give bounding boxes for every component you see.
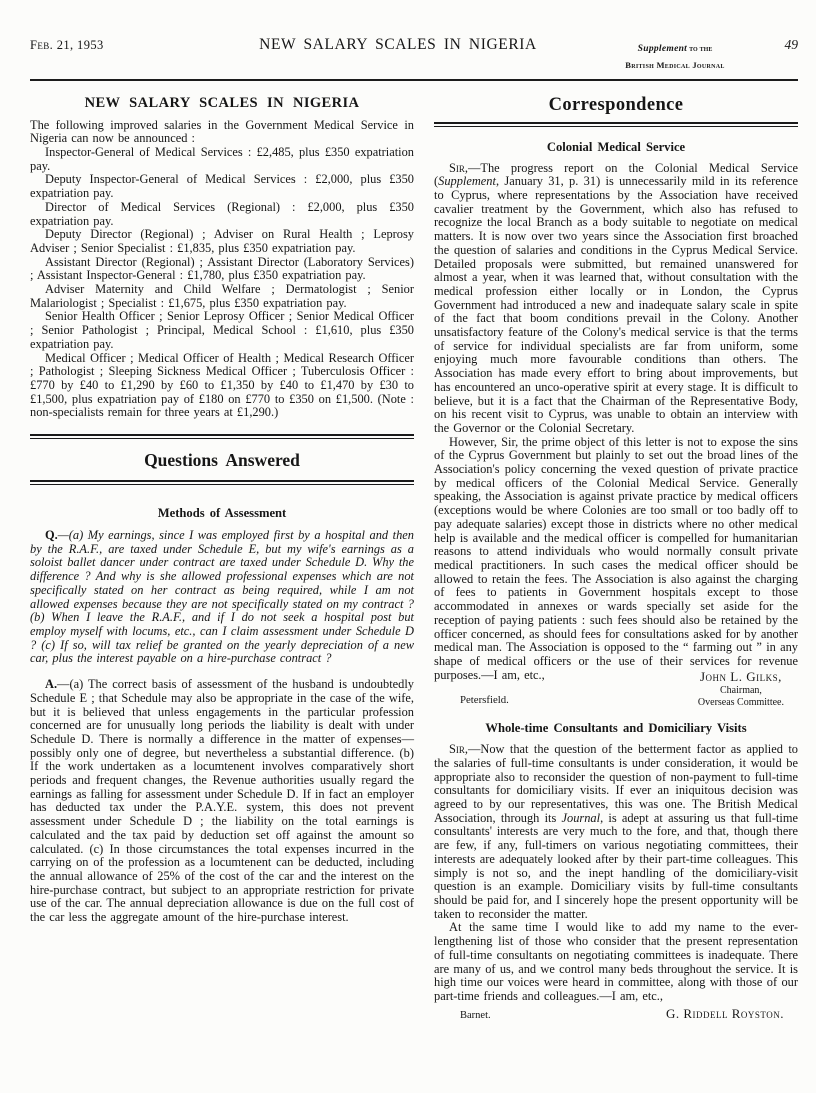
- letter-text: , is adept at assuring us that full-time consultants' interests are very much to the fore, and that, though there are few, if any, full-timers on various negotiating committees, their interests are adequately looked after by their part-time colleagues. This simply is not so, and the inept handling of the domiciliary-visit question is an example. Domiciliary visits by full-time consultants should be paid for, and I sincerely hope the present opportunity will be taken to reconsider the matter.: [434, 810, 798, 921]
- signature-name: G. Riddell Royston.: [665, 1005, 784, 1021]
- salary-item: Adviser Maternity and Child Welfare ; Dermatologist ; Senior Malariologist ; Specialist : £1,675, plus £350 expatriation pay.: [30, 282, 414, 310]
- section-divider-top: [30, 434, 414, 439]
- signature-block: [434, 669, 798, 708]
- q-label: Q.: [45, 528, 58, 543]
- supplement-word: Supplement: [637, 44, 688, 54]
- salary-article: [30, 95, 414, 420]
- supplement-credit: [596, 39, 754, 73]
- salary-item: Medical Officer ; Medical Officer of Health ; Medical Research Officer ; Pathologist ; Sleeping Sickness Medical Officer ; Tuberculosis Officer : £770 by £40 to £1,290 by £60 to £1,350 by £40 to £1,470 by £30 to £1,500, plus expatriation pay of £180 on £770 to £350 on £1,500. (Note : non-specialists remain for three years at £1,290.): [30, 350, 414, 420]
- page-number: 49: [784, 37, 798, 52]
- question-paragraph: [30, 529, 414, 666]
- letter-whole-time-consultants: [434, 721, 798, 1021]
- correspondence-divider: [434, 122, 798, 127]
- letter-colonial-medical-service: [434, 140, 798, 709]
- article-intro: The following improved salaries in the Government Medical Service in Nigeria can now be announced :: [30, 117, 414, 146]
- signature-role: Chairman,: [719, 685, 762, 697]
- letter-text: ,—The progress report on the Colonial Medical Service (: [434, 160, 798, 189]
- methods-of-assessment-heading: Methods of Assessment: [157, 506, 287, 521]
- signature-role: Overseas Committee.: [697, 696, 784, 708]
- salary-item: Senior Health Officer ; Senior Leprosy Officer ; Senior Medical Officer ; Senior Pathologist ; Principal, Medical School : £1,610, plus £350 expatriation pay.: [30, 309, 414, 351]
- answer-text: —(a) The correct basis of assessment of the husband is undoubtedly Schedule E ; that Schedule may also be appropriate in the case of the wife, but it is believed that unless engagements in the particular profession concerned are for unusually long periods the liability is dealt with under Schedule D. There is normally a difference in the matter of expenses—possibly only one of degree, but nevertheless a substantial difference. (b) If the work undertaken as a locumtenent involves comparatively short periods and frequent changes, the Revenue authorities usually regard the earnings as falling for assessment under Schedule D. If in fact an employer has deducted tax under the P.A.Y.E. system, this does not prevent assessment under Schedule D ; the liability on the total earnings is calculated and the tax paid by deduction set off against the amount so calculated. (c) In those circumstances the total expenses incurred in the carrying on of the profession as a locumtenent can be deducted, including the annual allowance of 25% of the cost of the car and the interest on the hire-purchase contract, but subject to an appropriate restriction for private use of the car. The annual depreciation allowance is due on the full cost of the car less the aggregate amount of the hire-purchase interest.: [30, 677, 414, 925]
- salutation: Sir: [449, 742, 465, 757]
- signature-block: [434, 1006, 798, 1022]
- letter-paragraph: [434, 743, 798, 921]
- running-title: NEW SALARY SCALES IN NIGERIA: [259, 36, 537, 53]
- supplement-line2: British Medical Journal: [625, 59, 725, 70]
- question-text: —(a) My earnings, since I was employed first by a hospital and then by the R.A.F., are taxed under Schedule E, but my wife's earnings as a soloist ballet dancer under contract are taxed under Schedule D. Why the difference ? And why is she allowed professional expenses which are not specifically stated on her contract as being required, while I am not allowed expenses because they are not specifically stated on my contract ? (b) When I leave the R.A.F., and if I do not seek a hospital post but employ myself with locums, etc., can I claim assessment under Schedule D ? (c) If so, will tax relief be granted on the yearly depreciation of a new car, plus the interest payable on a hire-purchase contract ?: [30, 528, 414, 666]
- signature-location: Petersfield.: [460, 694, 509, 707]
- answer-paragraph: [30, 678, 414, 925]
- salary-item: Inspector-General of Medical Services : £2,485, plus £350 expatriation pay.: [30, 145, 414, 173]
- letter-text: , January 31, p. 31) is unnecessarily mild in its reference to Cyprus, where representations by the Association have received cavalier treatment by the Government, which also has refused to recognize the local Branch as a body suitable to negotiate on medical matters. It is now over two years since the Association first broached the question of salaries and conditions in the Cyprus Medical Service. Detailed proposals were submitted, but remained unanswered for almost a year, when it was learned that, without consultation with the medical profession either locally or in London, the Cyprus Government had introduced a new and inadequate salary scale in spite of the fact that boom conditions prevail in the Colony. Another unsatisfactory feature of the Colony's medical service is that the terms of service for individual specialists are far from uniform, some enjoying much more favourable conditions than others. The Association has made every effort to bring about improvements, but has encountered an unco-operative spirit at every stage. It is difficult to believe, but it is a fact that the Chairman of the Representative Body, on his recent visit to Cyprus, was unable to obtain an interview with the Governor or the Colonial Secretary.: [434, 174, 798, 435]
- letter-paragraph: [434, 162, 798, 436]
- salary-item: Deputy Director (Regional) ; Adviser on Rural Health ; Leprosy Adviser ; Senior Specialist : £1,835, plus £350 expatriation pay.: [30, 227, 414, 255]
- section-divider-bottom: [30, 480, 414, 485]
- letter-title: Whole-time Consultants and Domiciliary Visits: [485, 721, 747, 736]
- signature-name: John L. Gilks,: [700, 669, 782, 685]
- supplement-to-the: to the: [687, 44, 713, 53]
- two-column-body: [30, 93, 798, 1022]
- signature-location: Barnet.: [460, 1009, 491, 1021]
- letter-paragraph: At the same time I would like to add my name to the ever-lengthening list of those who consider that the present representation of full-time consultants on negotiating committees is inadequate. There are many of us, and we control many beds throughout the service. It is high time our voices were heard in committee, along with those of our part-time friends and colleagues.—I am, etc.,: [434, 920, 798, 1003]
- a-label: A.: [45, 677, 58, 692]
- left-column: [30, 93, 414, 1022]
- correspondence-section: [434, 95, 798, 1022]
- letter-title: Colonial Medical Service: [546, 139, 686, 154]
- supplement-line1: [638, 44, 713, 54]
- letter-paragraph: However, Sir, the prime object of this letter is not to expose the sins of the Cyprus Government but plainly to set out the broad lines of the Association's policy concerning the vexed question of private practice by medical officers of the Colonial Medical Service. Generally speaking, the Association is against private practice by medical officers (exceptions would be where Colonies are too small or too badly off to pay adequate salaries) except those in districts where no other medical help is available and the medical officer is compelled for humanitarian reasons to attend individuals who would normally consult private medical practitioners. In such cases the medical officer should be allowed to retain the fees. The Association is also against the charging of fees to patients in Government hospitals except to those accommodated in annexes or wards specially set aside for the reception of paying patients : such fees should also be retained by the officer concerned, as should fees for consultations asked for by another medical man. The Association is opposed to the “ farming out ” in any shape of medical officers or the use of their services for revenue purposes.—I am, etc.,: [434, 434, 798, 682]
- right-column: [434, 93, 798, 1022]
- signature: [698, 670, 784, 708]
- page-header: [30, 0, 798, 81]
- correspondence-heading: Correspondence: [548, 94, 684, 115]
- questions-answered-heading: Questions Answered: [144, 450, 300, 471]
- questions-answered-section: [30, 434, 414, 925]
- letter-text: ,—Now that the question of the betterment factor as applied to the salaries of full-time consultants is under consideration, it would be appropriate also to reconsider the question of non-payment to full-time consultants for domiciliary visits. If ever an iniquitous decision was agreed to by our representatives, this was one. The British Medical Association, through its: [434, 742, 798, 825]
- header-date: Feb. 21, 1953: [30, 38, 104, 52]
- column-gutter: [414, 93, 434, 1022]
- journal-reference-italic: Supplement: [438, 174, 496, 189]
- salary-item: Assistant Director (Regional) ; Assistant Director (Laboratory Services) ; Assistant Inspector-General : £1,780, plus £350 expatriation pay.: [30, 254, 414, 283]
- journal-reference-italic: Journal: [561, 810, 601, 825]
- salutation: Sir: [449, 160, 465, 175]
- salary-item: Deputy Inspector-General of Medical Services : £2,000, plus £350 expatriation pay.: [30, 172, 414, 201]
- article-heading: NEW SALARY SCALES IN NIGERIA: [84, 94, 360, 111]
- salary-item: Director of Medical Services (Regional) : £2,000, plus £350 expatriation pay.: [30, 199, 414, 228]
